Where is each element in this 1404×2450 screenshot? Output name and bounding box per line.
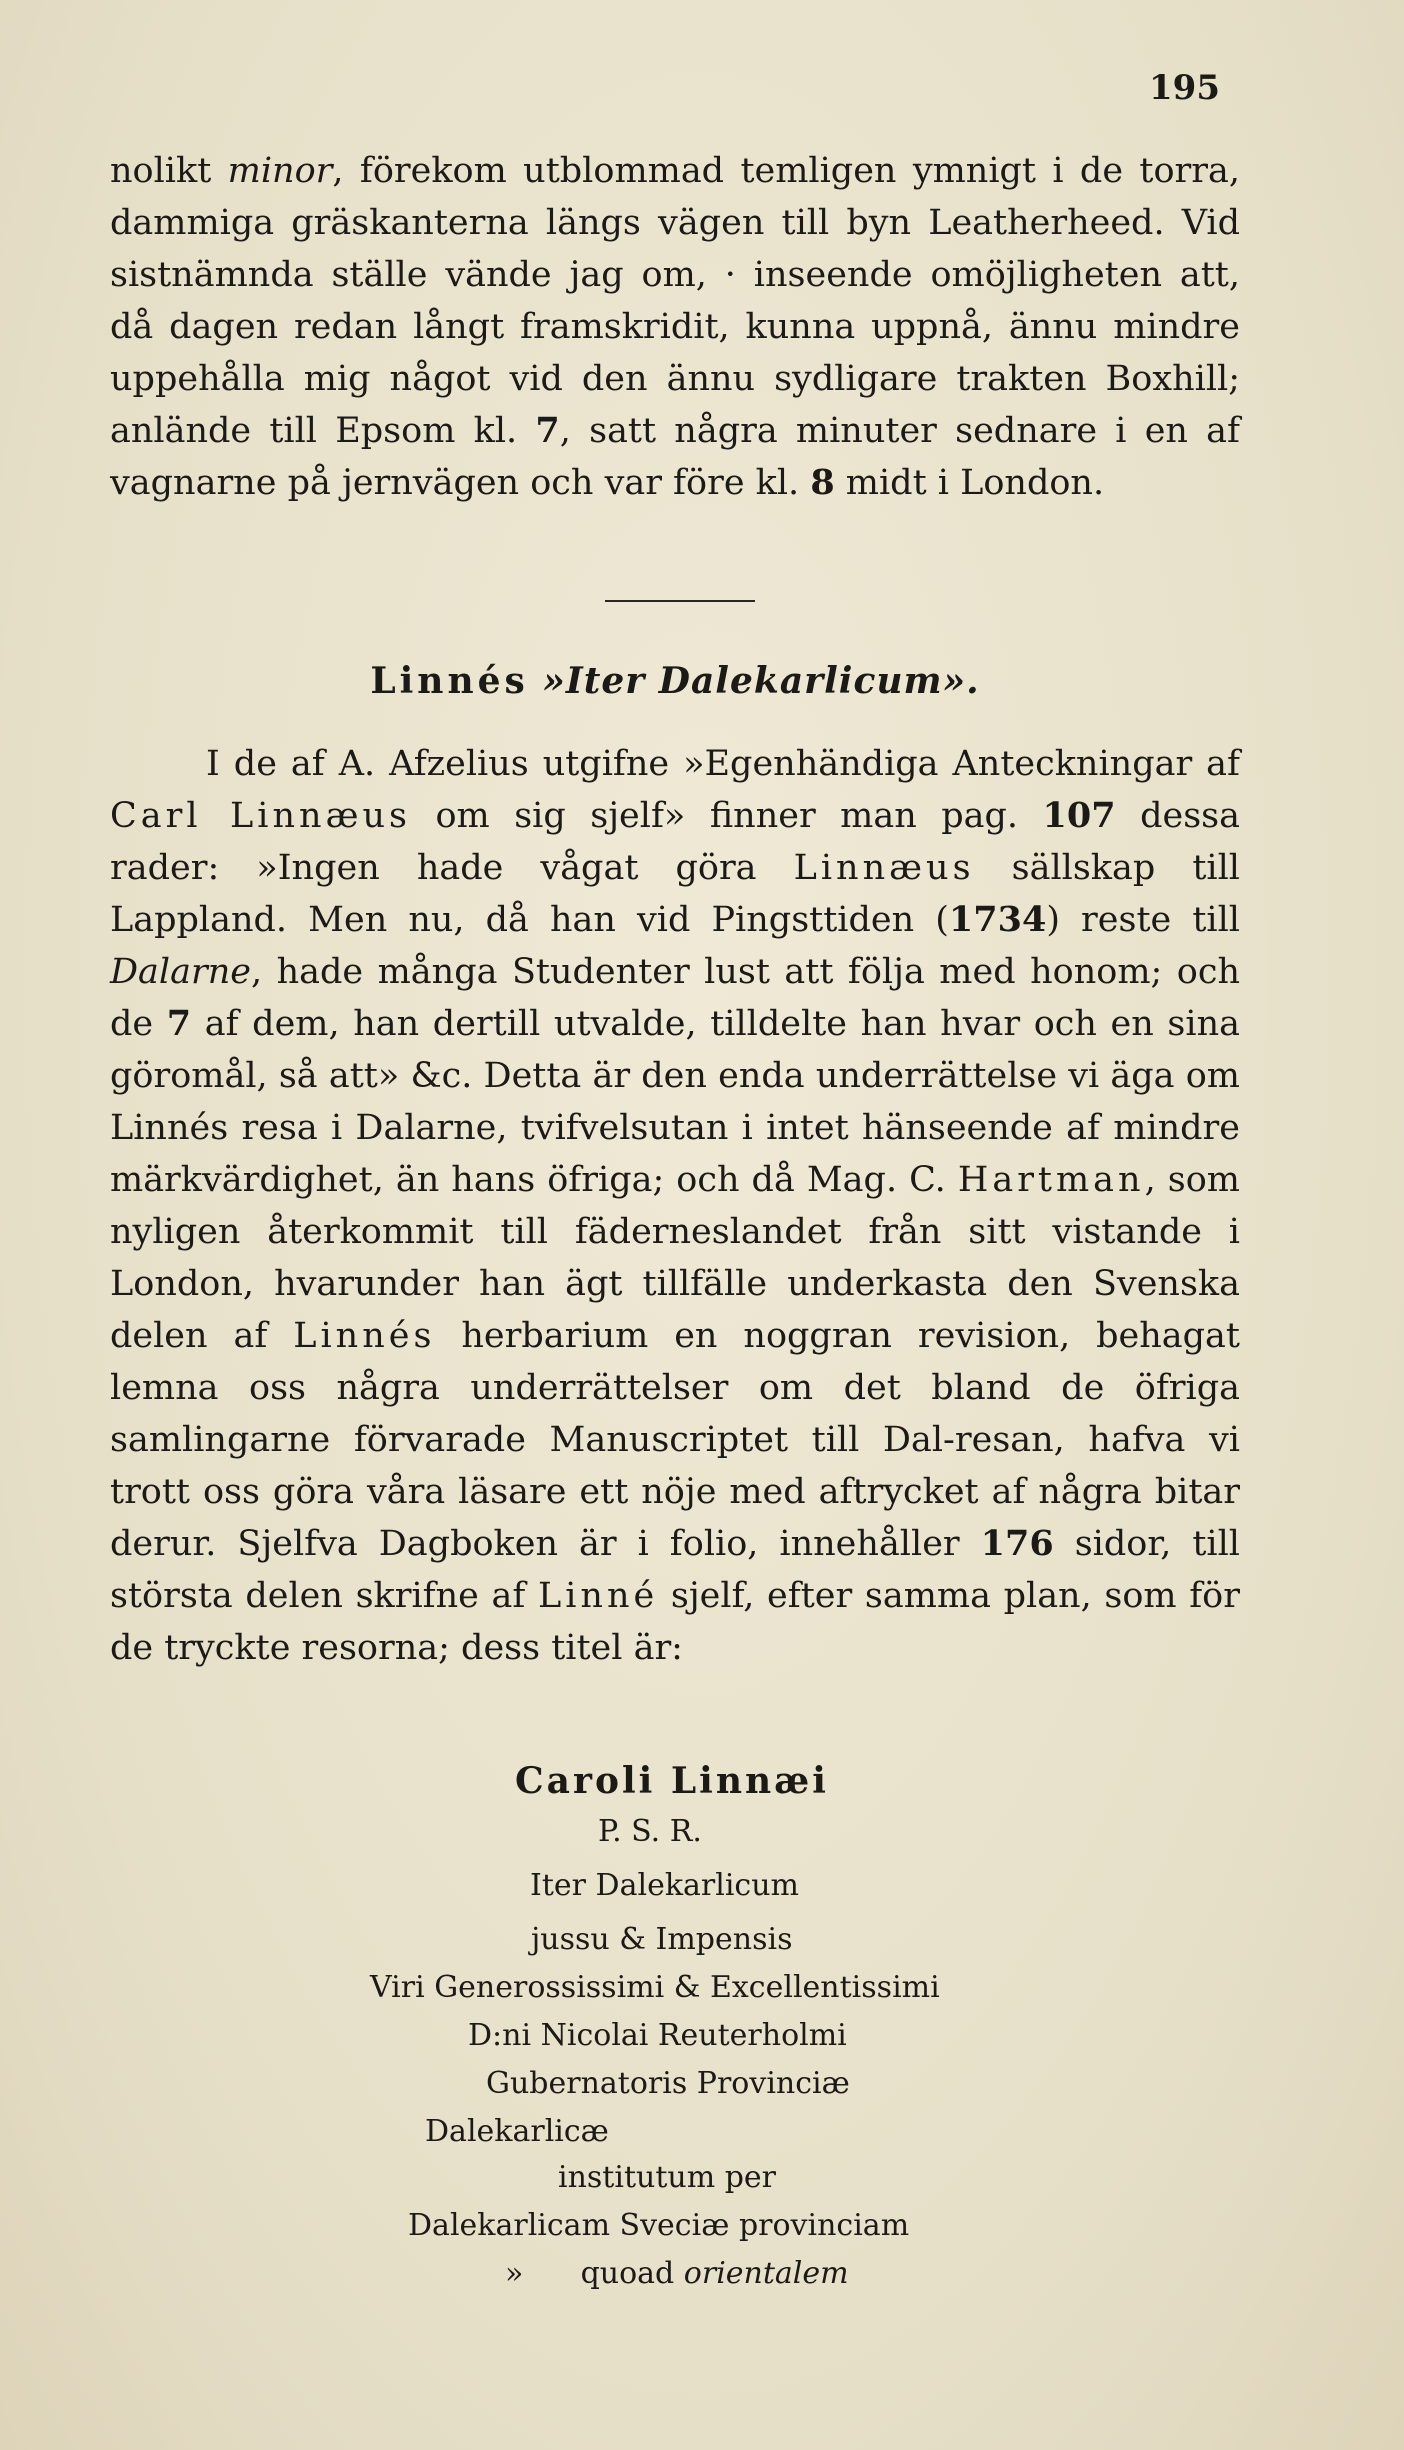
page-number: 195 [1149,68,1220,108]
emphasis-minor: minor [227,151,333,191]
heading-title: »Iter Dalekarlicum». [542,660,980,702]
title-line-reuterholm: D:ni Nicolai Reuterholmi [468,2018,847,2053]
title-line-viri: Viri Generossissimi & Excellentissimi [370,1970,940,2005]
section-divider [605,600,755,602]
title-line-dalekarlicae: Dalekarlicæ [425,2114,609,2149]
title-line-gubernatoris: Gubernatoris Provinciæ [486,2066,850,2101]
paragraph-epsom: nolikt minor, förekom utblommad temligen ymnigt i de torra, dammiga gräskanterna längs vägen till byn Leatherheed. Vid sistnämnda ställe vände jag om, · inseende omöjligheten att, då dagen redan långt framskridit, kunna uppnå, ännu mindre uppehålla mig något vid den ännu sydligare trakten Boxhill; anlände till Epsom kl. 7, satt några minuter sednare i en af vagnarne på jernvägen och var före kl. 8 midt i London. [110,151,1241,503]
title-line-institutum: institutum per [558,2160,776,2195]
title-line-prs: P. S. R. [598,1814,702,1849]
title-line-provinciam: Dalekarlicam Sveciæ provinciam [408,2208,910,2243]
title-line-author: Caroli Linnæi [515,1760,829,1802]
title-line-iter: Iter Dalekarlicum [530,1868,799,1903]
section-heading [110,660,1240,702]
title-line-jussu: jussu & Impensis [531,1922,793,1957]
heading-name: Linnés [370,660,529,702]
paragraph-iter-dalekarlicum: I de af A. Afzelius utgifne »Egenhändiga Anteckningar af Carl Linnæus om sig sjelf» finner man pag. 107 dessa rader: »Ingen hade vågat göra Linnæus sällskap till Lappland. Men nu, då han vid Pingsttiden (1734) reste till Dalarne, hade många Studenter lust att följa med honom; och de 7 af dem, han dertill utvalde, tilldelte han hvar och en sina göromål, så att» &c. Detta är den enda underrättelse vi äga om Linnés resa i Dalarne, tvifvelsutan i intet hänseende af mindre märkvärdighet, än hans öfriga; och då Mag. C. Hartman, som nyligen återkommit till fäderneslandet från sitt vistande i London, hvarunder han ägt tillfälle underkasta den Svenska delen af Linnés herbarium en noggran revision, behagat lemna oss några underrättelser om det bland de öfriga samlingarne förvarade Manuscriptet till Dal-resan, hafva vi trott oss göra våra läsare ett nöje med aftrycket af några bitar derur. Sjelfva Dagboken är i folio, innehåller 176 sidor, till största delen skrifne af Linné sjelf, efter samma plan, som för de tryckte resorna; dess titel är: [110,744,1240,1668]
title-line-quoad: » quoad orientalem [505,2256,849,2291]
